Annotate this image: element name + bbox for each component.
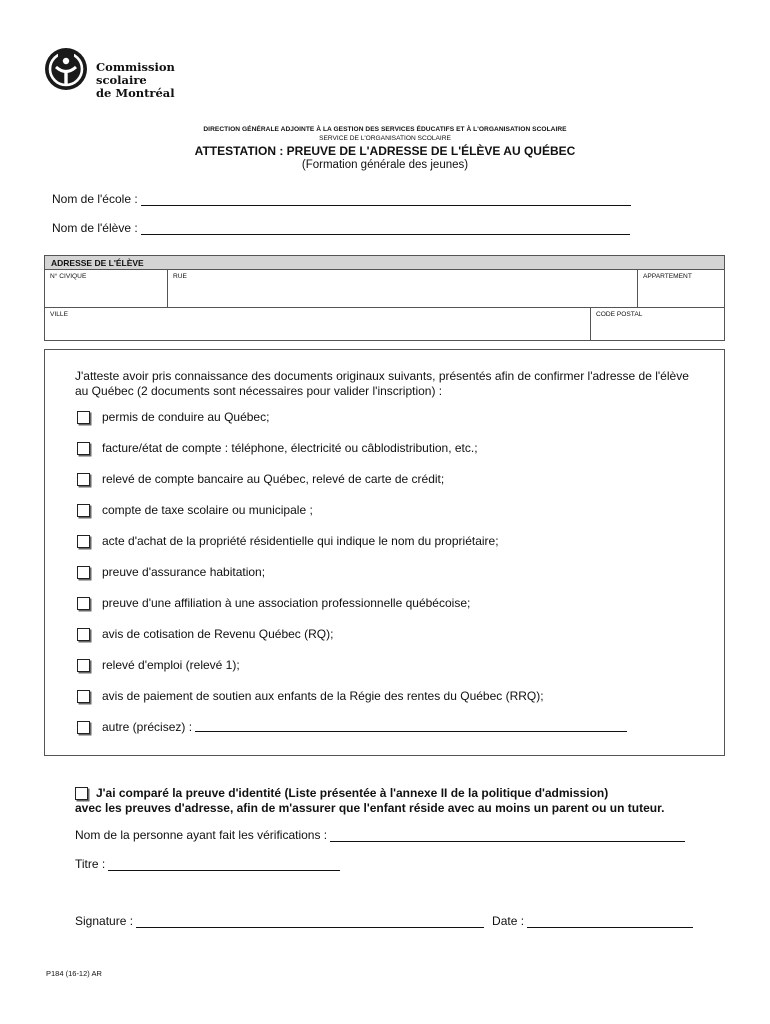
page-subtitle: (Formation générale des jeunes) — [301, 159, 469, 171]
document-label: autre (précisez) : — [102, 720, 193, 734]
address-heading: ADRESSE DE L'ÉLÈVE — [45, 256, 724, 269]
title-row — [75, 857, 340, 871]
checkbox[interactable] — [77, 659, 90, 672]
checkbox[interactable] — [77, 721, 90, 734]
direction-heading: DIRECTION GÉNÉRALE ADJOINTE À LA GESTION DES SERVICES ÉDUCATIFS ET À L'ORGANISATION SCOLAIRE — [203, 126, 567, 133]
title-label: Titre : — [75, 857, 106, 871]
logo-line-2: scolaire — [96, 73, 147, 87]
list-item — [77, 534, 499, 548]
document-label: acte d'achat de la propriété résidentielle qui indique le nom du propriétaire; — [102, 534, 499, 548]
checkbox[interactable] — [77, 535, 90, 548]
checkbox[interactable] — [77, 597, 90, 610]
student-name-label: Nom de l'élève : — [52, 221, 138, 235]
address-table — [44, 255, 725, 341]
apartment-field[interactable] — [638, 270, 724, 307]
commission-scolaire-logo-icon — [44, 47, 88, 91]
checkbox[interactable] — [77, 628, 90, 641]
city-label: VILLE — [50, 311, 68, 318]
signature-row — [75, 914, 693, 928]
checkbox[interactable] — [77, 411, 90, 424]
document-label: avis de cotisation de Revenu Québec (RQ); — [102, 627, 334, 641]
list-item — [77, 720, 627, 734]
document-label: preuve d'assurance habitation; — [102, 565, 266, 579]
checkbox[interactable] — [77, 690, 90, 703]
list-item — [77, 472, 444, 486]
verification-checkbox[interactable] — [75, 787, 88, 800]
city-field[interactable] — [45, 308, 590, 341]
checkbox[interactable] — [77, 473, 90, 486]
signature-label: Signature : — [75, 914, 134, 928]
signature-field[interactable] — [136, 917, 484, 928]
checkbox[interactable] — [77, 504, 90, 517]
verifier-label: Nom de la personne ayant fait les vérifications : — [75, 828, 328, 842]
apartment-label: APPARTEMENT — [643, 273, 692, 280]
document-label: relevé de compte bancaire au Québec, relevé de carte de crédit; — [102, 472, 445, 486]
civic-number-field[interactable] — [45, 270, 167, 307]
student-name-field[interactable] — [141, 224, 630, 235]
list-item — [77, 565, 265, 579]
verifier-row — [75, 828, 685, 842]
list-item — [77, 627, 333, 641]
document-label: preuve d'une affiliation à une association professionnelle québécoise; — [102, 596, 471, 610]
verification-line-2: avec les preuves d'adresse, afin de m'assurer que l'enfant réside avec au moins un parent ou un tuteur. — [75, 801, 665, 815]
list-item — [77, 689, 544, 703]
verification-line-1: J'ai comparé la preuve d'identité (Liste présentée à l'annexe II de la politique d'admission) — [96, 786, 609, 800]
document-label: permis de conduire au Québec; — [102, 410, 270, 424]
verifier-name-field[interactable] — [330, 831, 685, 842]
document-label: compte de taxe scolaire ou municipale ; — [102, 503, 313, 517]
document-label: relevé d'emploi (relevé 1); — [102, 658, 240, 672]
school-name-row — [52, 192, 631, 206]
documents-intro: J'atteste avoir pris connaissance des documents originaux suivants, présentés afin de confirmer l'adresse de l'élève au Québec (2 documents sont nécessaires pour valider l'inscription) : — [75, 369, 689, 398]
verification-statement — [75, 786, 664, 816]
postal-code-field[interactable] — [591, 308, 724, 341]
checkbox[interactable] — [77, 442, 90, 455]
date-label: Date : — [492, 914, 525, 928]
logo-line-1: Commission — [96, 60, 175, 74]
list-item — [77, 658, 240, 672]
civic-number-label: N° CIVIQUE — [50, 273, 87, 280]
form-code: P184 (16-12) AR — [46, 969, 102, 978]
date-field[interactable] — [527, 917, 693, 928]
list-item — [77, 503, 313, 517]
other-specify-field[interactable] — [195, 722, 627, 732]
checkbox[interactable] — [77, 566, 90, 579]
logo — [44, 47, 175, 100]
page-title: ATTESTATION : PREUVE DE L'ADRESSE DE L'ÉLÈVE AU QUÉBEC — [194, 144, 576, 158]
school-name-label: Nom de l'école : — [52, 192, 138, 206]
document-label: avis de paiement de soutien aux enfants de la Régie des rentes du Québec (RRQ); — [102, 689, 544, 703]
list-item — [77, 596, 470, 610]
logo-line-3: de Montréal — [96, 86, 175, 100]
list-item — [77, 441, 478, 455]
document-label: facture/état de compte : téléphone, électricité ou câblodistribution, etc.; — [102, 441, 478, 455]
logo-text — [96, 61, 175, 100]
postal-code-label: CODE POSTAL — [596, 311, 643, 318]
school-name-field[interactable] — [141, 195, 631, 206]
title-field[interactable] — [108, 860, 340, 871]
street-label: RUE — [173, 273, 187, 280]
street-field[interactable] — [168, 270, 637, 307]
service-heading: SERVICE DE L'ORGANISATION SCOLAIRE — [319, 135, 451, 142]
list-item — [77, 410, 269, 424]
student-name-row — [52, 221, 630, 235]
